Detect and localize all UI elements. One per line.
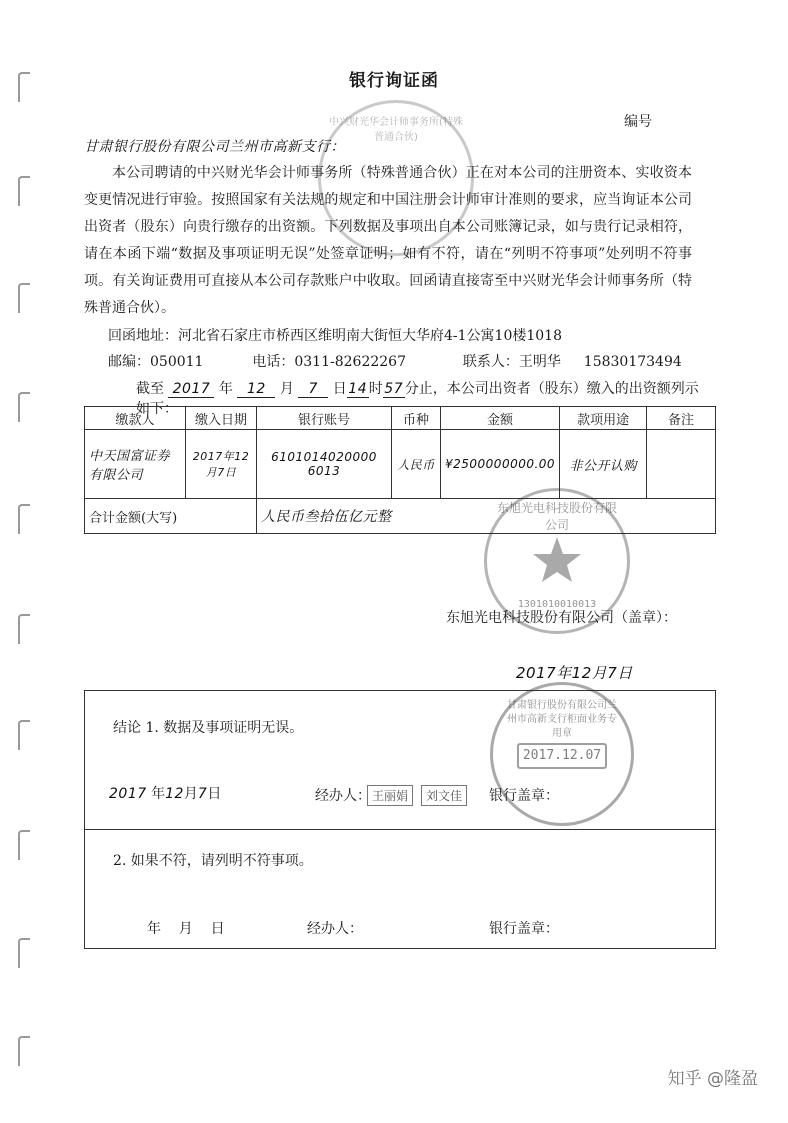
- company-seal-code: 1301010010013: [517, 599, 597, 610]
- handler-stamp-2: 刘文佳: [421, 785, 467, 806]
- binder-mark: [18, 830, 30, 860]
- cell-currency: 人民币: [392, 430, 441, 499]
- postcode-label: 邮编：: [108, 354, 150, 370]
- table-header-row: [85, 407, 716, 430]
- header-payer: 缴款人: [85, 407, 186, 430]
- confirm-handler-label: 经办人：: [315, 788, 371, 804]
- confirm-date-year-unit: 年: [151, 786, 166, 802]
- cutoff-year: 2017: [168, 381, 214, 398]
- mismatch-box: [84, 828, 716, 949]
- cell-account: 6101014020000 6013: [257, 430, 392, 499]
- company-seal-text: 东旭光电科技股份有限公司: [496, 501, 617, 532]
- cell-note: [647, 430, 716, 499]
- reply-contact-line: [108, 351, 708, 371]
- company-seal-label: 东旭光电科技股份有限公司（盖章）：: [446, 610, 677, 626]
- confirm-date-month: 12: [165, 786, 184, 802]
- cell-purpose: 非公开认购: [560, 430, 647, 499]
- contact-value: 王明华: [518, 354, 561, 370]
- confirm-date-year: 2017: [109, 786, 147, 802]
- cutoff-month-unit: 月: [279, 381, 294, 397]
- company-date: 2017年12月7日: [516, 664, 633, 682]
- cutoff-day-unit: 日: [332, 381, 347, 397]
- star-icon: [533, 537, 581, 582]
- cpa-seal: [318, 100, 474, 256]
- binder-mark: [18, 1036, 30, 1066]
- binder-mark: [18, 392, 30, 422]
- watermark: 知乎 @隆盈: [667, 1069, 758, 1089]
- cell-amount: ¥2500000000.00: [441, 430, 560, 499]
- header-purpose: 款项用途: [560, 407, 647, 430]
- confirm-date-day: 7: [197, 786, 208, 802]
- total-label: 合计金额(大写): [85, 499, 257, 534]
- mobile-value: 15830173494: [583, 354, 682, 370]
- reply-address-label: 回函地址：: [108, 328, 178, 344]
- phone-value: 0311-82622267: [294, 354, 406, 370]
- cutoff-hour: 14: [348, 381, 368, 397]
- total-value: 人民币叁拾伍亿元整: [257, 499, 716, 534]
- header-currency: 币种: [392, 407, 441, 430]
- header-note: 备注: [647, 407, 716, 430]
- cutoff-year-unit: 年: [218, 381, 233, 397]
- mismatch-bank-seal-label: 银行盖章：: [489, 921, 559, 937]
- confirm-bank-seal-label: 银行盖章：: [489, 788, 559, 804]
- bank-seal-text: 甘肃银行股份有限公司兰州市高新支行柜面业务专用章: [507, 700, 617, 739]
- binder-mark: [18, 938, 30, 968]
- cutoff-minute-unit: 分止，: [404, 381, 447, 397]
- binder-mark: [18, 283, 30, 313]
- table-row: [85, 430, 716, 499]
- serial-number-label: 编号: [624, 114, 652, 130]
- mismatch-text: 2. 如果不符，请列明不符事项。: [113, 853, 313, 869]
- mismatch-date: 年 月 日: [147, 921, 225, 937]
- page-title: 银行询证函: [349, 71, 439, 91]
- binder-mark: [18, 176, 30, 206]
- cutoff-prefix: 截至: [136, 381, 164, 397]
- cutoff-minute: 57: [384, 381, 404, 397]
- binder-mark: [18, 504, 30, 534]
- cutoff-suffix: 本公司出资者（股东）缴入的出资额列示如下：: [136, 381, 699, 417]
- cell-payer: 中天国富证券有限公司: [85, 430, 186, 499]
- handler-stamp-1: 王丽娟: [367, 785, 413, 806]
- cell-date: 2017年12月7日: [186, 430, 257, 499]
- cutoff-hour-unit: 时: [368, 381, 383, 397]
- bank-seal: [490, 682, 634, 826]
- header-account: 银行账号: [257, 407, 392, 430]
- binder-mark: [18, 614, 30, 644]
- body-paragraph: 本公司聘请的中兴财光华会计师事务所（特殊普通合伙）正在对本公司的注册资本、实收资本变更情况进行审验。按照国家有关法规的规定和中国注册会计师审计准则的要求，应当询证本公司出资者（股东）向贵行缴存的出资额。下列数据及事项出自本公司账簿记录，如与贵行记录相符，请在本函下端“数据及事项证明无误”处签章证明；如有不符，请在“列明不符事项”处列明不符事项。有关询证费用可直接从本公司存款账户中收取。回函请直接寄至中兴财光华会计师事务所（特殊普通合伙）。: [84, 165, 692, 316]
- cutoff-month: 12: [237, 381, 275, 398]
- confirm-date-day-unit: 日: [207, 786, 222, 802]
- mismatch-handler-label: 经办人：: [307, 921, 363, 937]
- cpa-seal-text: 中兴财光华会计师事务所(特殊普通合伙): [329, 117, 463, 143]
- header-amount: 金额: [441, 407, 560, 430]
- reply-address: [108, 325, 562, 345]
- header-date: 缴入日期: [186, 407, 257, 430]
- confirm-date: [109, 783, 221, 803]
- postcode-value: 050011: [150, 354, 204, 370]
- contact-label: 联系人：: [462, 354, 519, 370]
- addressee: 甘肃银行股份有限公司兰州市高新支行：: [84, 139, 345, 155]
- conclusion-text: 结论 1. 数据及事项证明无误。: [113, 720, 304, 736]
- reply-address-value: 河北省石家庄市桥西区维明南大街恒大华府4-1公寓10楼1018: [178, 328, 562, 344]
- binder-mark: [18, 720, 30, 750]
- phone-label: 电话：: [252, 354, 295, 370]
- bank-seal-date: 2017.12.07: [517, 743, 607, 769]
- cutoff-day: 7: [298, 381, 328, 398]
- confirm-date-month-unit: 月: [183, 786, 198, 802]
